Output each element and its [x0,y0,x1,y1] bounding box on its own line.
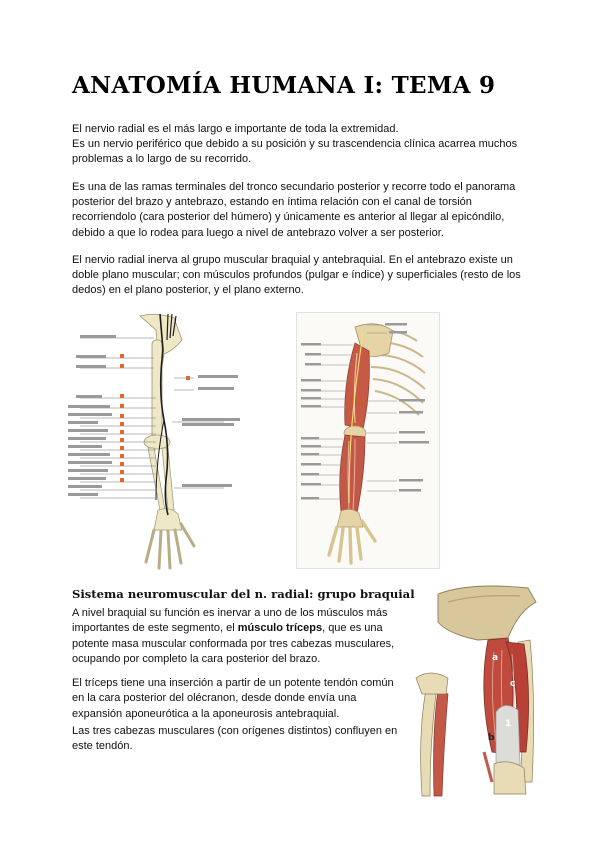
page-title: ANATOMÍA HUMANA I: TEMA 9 [72,72,496,99]
intro-paragraph-1 [72,122,530,168]
intro-line: debido a que lo rodea para luego a nivel de antebrazo volver a ser posterior. [72,226,444,239]
intro-line: Es una de las ramas terminales del tronco secundario posterior y recorre todo el panorama [72,181,516,193]
arm-muscle-illustration [296,312,440,569]
intro-paragraph-2 [72,180,530,241]
intro-line: El nervio radial inerva al grupo muscular braquial y antebraquial. En el antebrazo existe un [72,254,513,266]
triceps-label-b: b [488,733,495,743]
intro-line: dedos) en el plano posterior, y el plano externo. [72,284,304,297]
intro-paragraph-3 [72,253,530,299]
triceps-term: músculo tríceps [237,622,323,635]
intro-line: El nervio radial es el más largo e importante de toda la extremidad. [72,123,399,135]
paragraph-text-start: A nivel braquial su función es inervar a uno de los músculos más importantes de este segmento, el [72,607,388,635]
intro-line: doble plano muscular; con músculos profundos (pulgar e índice) y superficiales (resto de los [72,269,521,282]
radial-nerve-diagram [64,310,254,570]
section-paragraph-text: Las tres cabezas musculares (con orígenes distintos) confluyen en este tendón. [72,725,398,753]
triceps-label-1: 1 [505,719,512,729]
intro-line: recorriendolo (cara posterior del húmero) y únicamente es anterior al llegar al epicóndilo, [72,211,505,224]
section-paragraph-text: El tríceps tiene una inserción a partir de un potente tendón común en la cara posterior del olécranon, desde donde envía una expansión aponeurótica a la aponeurosis antebraquial. [72,677,394,720]
triceps-label-a: a [492,653,499,663]
triceps-illustration [408,582,558,800]
paragraph-text-end: , que es una potente masa muscular conformada por tres cabezas musculares, ocupando por completo la cara posterior del brazo. [72,622,395,666]
intro-line: problemas a lo largo de su recorrido. [72,153,252,166]
section-paragraph-1 [72,606,402,668]
section-paragraph-3 [72,724,402,755]
intro-line: posterior del brazo y antebrazo, estando en íntima relación con el canal de torsión [72,196,472,209]
section-paragraph-text [72,606,402,668]
triceps-label-c: c [510,679,516,689]
section-paragraph-2 [72,676,402,722]
section-heading: Sistema neuromuscular del n. radial: grupo braquial [72,587,415,601]
intro-line: Es un nervio periférico que debido a su posición y su trascendencia clínica acarrea muchos [72,138,518,151]
